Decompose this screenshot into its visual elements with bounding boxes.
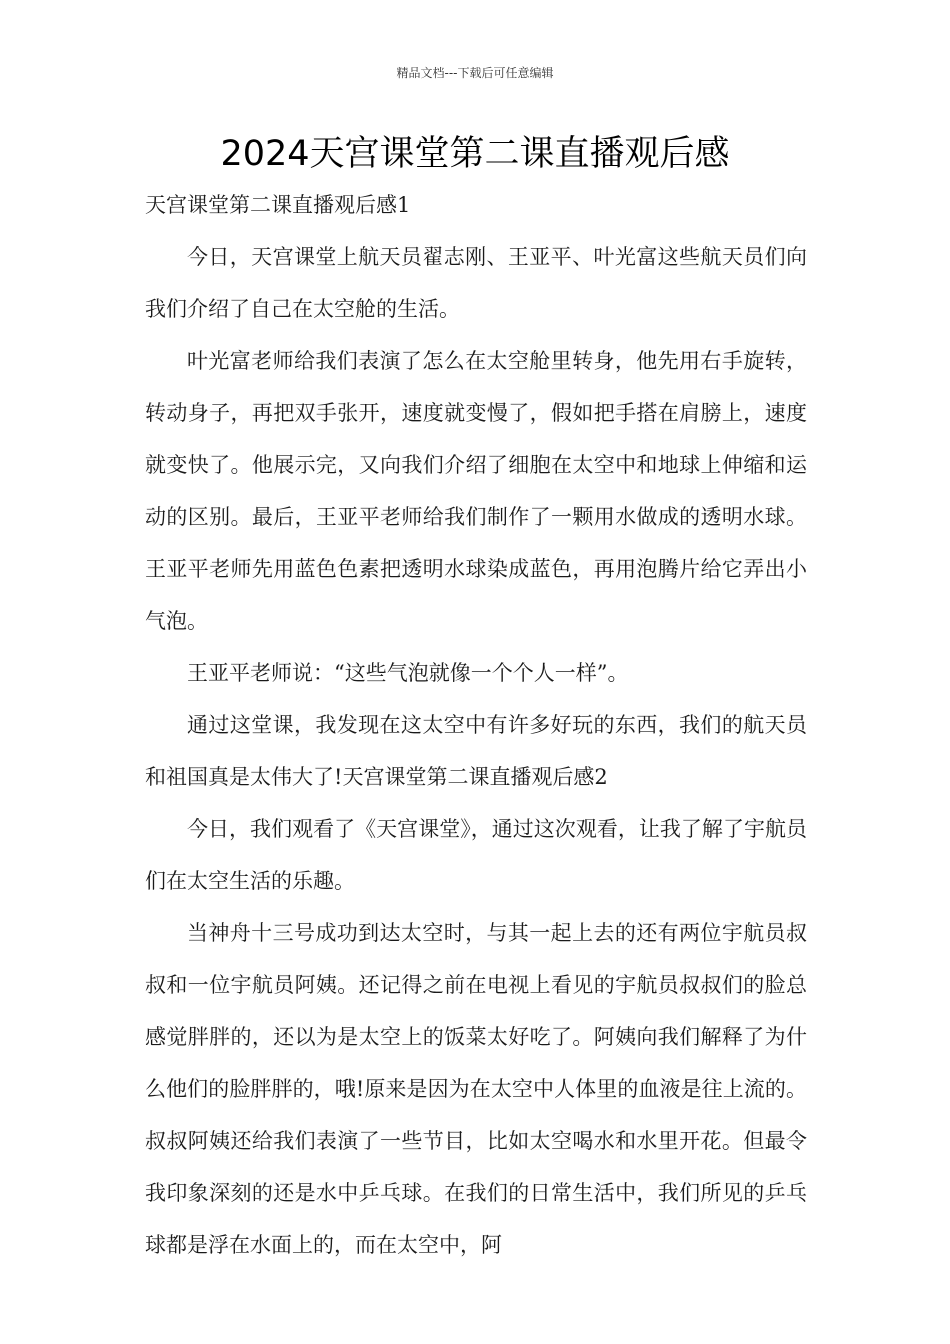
paragraph: 今日，我们观看了《天宫课堂》，通过这次观看，让我了解了宇航员们在太空生活的乐趣。 xyxy=(145,817,807,893)
document-title: 2024天宫课堂第二课直播观后感 xyxy=(220,134,730,174)
section-heading-1: 天宫课堂第二课直播观后感1 xyxy=(145,193,411,217)
paragraph: 叶光富老师给我们表演了怎么在太空舱里转身，他先用右手旋转，转动身子，再把双手张开，速度就变慢了，假如把手搭在肩膀上，速度就变快了。他展示完，又向我们介绍了细胞在太空中和地球上伸缩和运动的区别。最后，王亚平老师给我们制作了一颗用水做成的透明水球。王亚平老师先用蓝色色素把透明水球染成蓝色，再用泡腾片给它弄出小气泡。 xyxy=(145,349,807,633)
paragraph: 今日，天宫课堂上航天员翟志刚、王亚平、叶光富这些航天员们向我们介绍了自己在太空舱的生活。 xyxy=(145,245,807,321)
document-body xyxy=(145,179,807,1271)
paragraph: 通过这堂课，我发现在这太空中有许多好玩的东西，我们的航天员和祖国真是太伟大了!天宫课堂第二课直播观后感2 xyxy=(145,713,807,789)
paragraph: 当神舟十三号成功到达太空时，与其一起上去的还有两位宇航员叔叔和一位宇航员阿姨。还记得之前在电视上看见的宇航员叔叔们的脸总感觉胖胖的，还以为是太空上的饭菜太好吃了。阿姨向我们解释了为什么他们的脸胖胖的，哦!原来是因为在太空中人体里的血液是往上流的。叔叔阿姨还给我们表演了一些节目，比如太空喝水和水里开花。但最令我印象深刻的还是水中乒乓球。在我们的日常生活中，我们所见的乒乓球都是浮在水面上的，而在太空中，阿 xyxy=(145,921,807,1257)
paragraph: 王亚平老师说：“这些气泡就像一个个人一样”。 xyxy=(187,661,629,685)
page-header-note: 精品文档---下载后可任意编辑 xyxy=(396,66,554,80)
